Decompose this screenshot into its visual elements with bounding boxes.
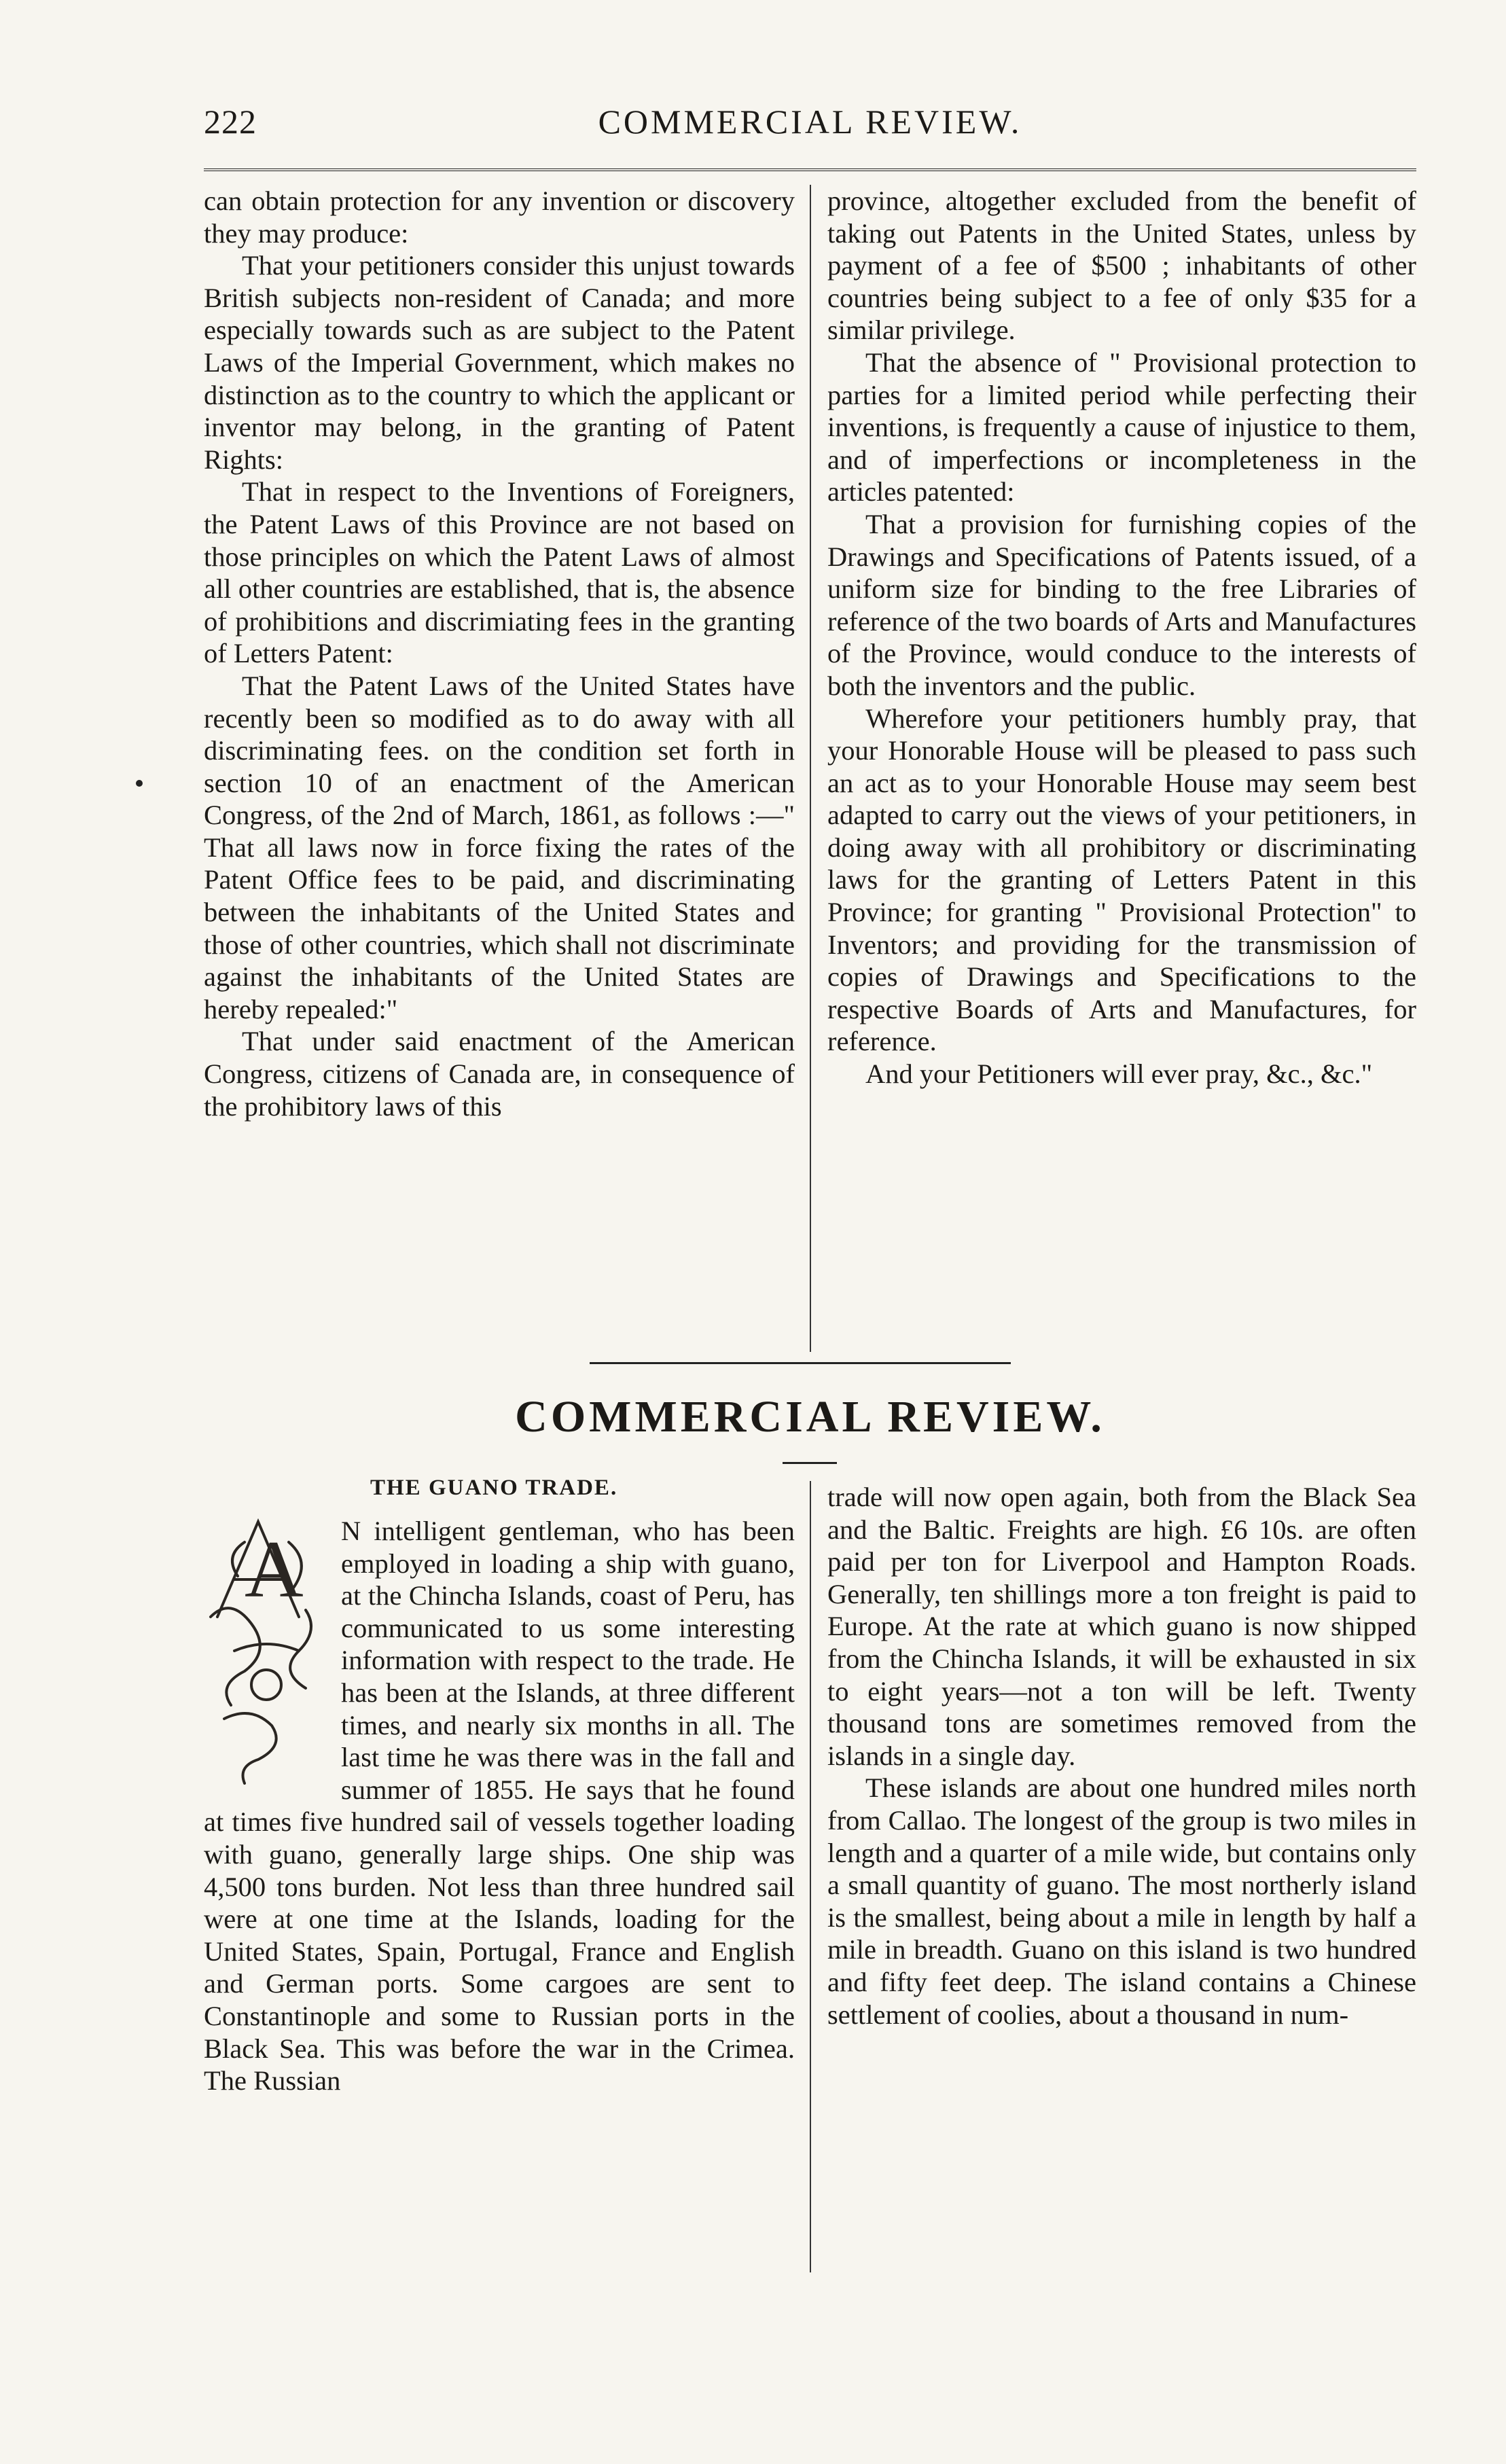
paragraph: That in respect to the Inventions of Foreigners, the Patent Laws of this Province are not based on those principles on which the Patent Laws of almost all other countries are established, that is, the absence of prohibitions and discrimiating fees in the granting of Letters Patent: — [204, 476, 795, 669]
section-divider-rule — [590, 1362, 1011, 1364]
paragraph: trade will now open again, both from the Black Sea and the Baltic. Freights are high. £6 10s. are often paid per ton for Liverpool and Hampton Roads. Generally, ten shillings more a ton freight is paid to Europe. At the rate at which guano is now shipped from the Chincha Islands, it will be exhausted in six to eight years—not a ton will be left. Twenty thousand tons are sometimes removed from the islands in a single day. — [827, 1482, 1416, 1771]
running-head: COMMERCIAL REVIEW. — [598, 103, 1022, 141]
page-number: 222 — [204, 103, 257, 141]
column-lower-left — [204, 1515, 795, 2097]
paragraph: N intelligent gentleman, who has been employed in loading a ship with guano, at the Chincha Islands, coast of Peru, has communicated to us some interesting information with respect to the trade. He has been at the Islands, at three different times, and nearly six months in all. The last time he was there was in the fall and summer of 1855. He says that he found at times five hundred sail of vessels together loading with guano, generally large ships. One ship was 4,500 tons burden. Not less than three hundred sail were at one time at the Islands, loading for the United States, Spain, Portugal, France and English and German ports. Some cargoes are sent to Constantinople and some to Russian ports in the Black Sea. This was before the war in the Crimea. The Russian — [204, 1516, 795, 2096]
paragraph: That the Patent Laws of the United States have recently been so modified as to do away with all discriminating fees. on the condition set forth in section 10 of an enactment of the American Congress, of the 2nd of March, 1861, as follows :—" That all laws now in force fixing the rates of the Patent Office fees to be paid, and discriminating between the inhabitants of the United States and those of other countries, which shall not discriminate against the inhabitants of the United States are hereby repealed:" — [204, 670, 795, 1024]
ornamental-dropcap-icon — [204, 1515, 330, 1800]
column-divider — [810, 1481, 811, 2272]
section-title-underline — [783, 1462, 837, 1464]
paragraph: That your petitioners consider this unjust towards British subjects non-resident of Canada; and more especially towards such as are subject to the Patent Laws of the Imperial Government, which makes no distinction as to the country to which the applicant or inventor may belong, in the granting of Patent Rights: — [204, 250, 795, 475]
page-header — [204, 102, 1416, 156]
paragraph: province, altogether excluded from the benefit of taking out Patents in the United States, unless by payment of a fee of $500 ; inhabitants of other countries being subject to a fee of only $35 for a similar privilege. — [827, 185, 1416, 346]
paragraph: These islands are about one hundred miles north from Callao. The longest of the group is two miles in length and a quarter of a mile wide, but contains only a small quantity of guano. The most northerly island is the smallest, being about a mile in length by half a mile in breadth. Guano on this island is two hundred and fifty feet deep. The island contains a Chinese settlement of coolies, about a thousand in num- — [827, 1772, 1416, 2030]
column-upper-left — [204, 185, 795, 1122]
paragraph: That under said enactment of the American Congress, citizens of Canada are, in consequence of the prohibitory laws of this — [204, 1026, 795, 1122]
article-title: THE GUANO TRADE. — [370, 1476, 618, 1500]
paragraph: can obtain protection for any invention or discovery they may produce: — [204, 185, 795, 249]
column-lower-right — [827, 1481, 1416, 2031]
dropcap-letter: A — [245, 1524, 304, 1614]
paragraph: That the absence of " Provisional protection to parties for a limited period while perfecting their inventions, is frequently a cause of injustice to them, and of imperfections or incompleteness in the articles patented: — [827, 346, 1416, 507]
paragraph: And your Petitioners will ever pray, &c., &c." — [865, 1058, 1373, 1090]
margin-ink-dot — [136, 780, 143, 787]
column-upper-right — [827, 185, 1416, 1090]
section-title: COMMERCIAL REVIEW. — [515, 1392, 1105, 1442]
header-rule — [204, 168, 1416, 171]
paragraph: Wherefore your petitioners humbly pray, that your Honorable House will be pleased to pass such an act as to your Honorable House may seem best adapted to carry out the views of your petitioners, in doing away with all prohibitory or discriminating laws for the granting of Letters Patent in this Province; for granting " Provisional Protection" to Inventors; and providing for the transmission of copies of Drawings and Specifications to the respective Boards of Arts and Manufactures, for reference. — [827, 702, 1416, 1057]
column-divider — [810, 185, 811, 1352]
paragraph: That a provision for furnishing copies of the Drawings and Specifications of Patents issued, of a uniform size for binding to the free Libraries of reference of the two boards of Arts and Manufactures of the Province, would conduce to the interests of both the inventors and the public. — [827, 508, 1416, 701]
